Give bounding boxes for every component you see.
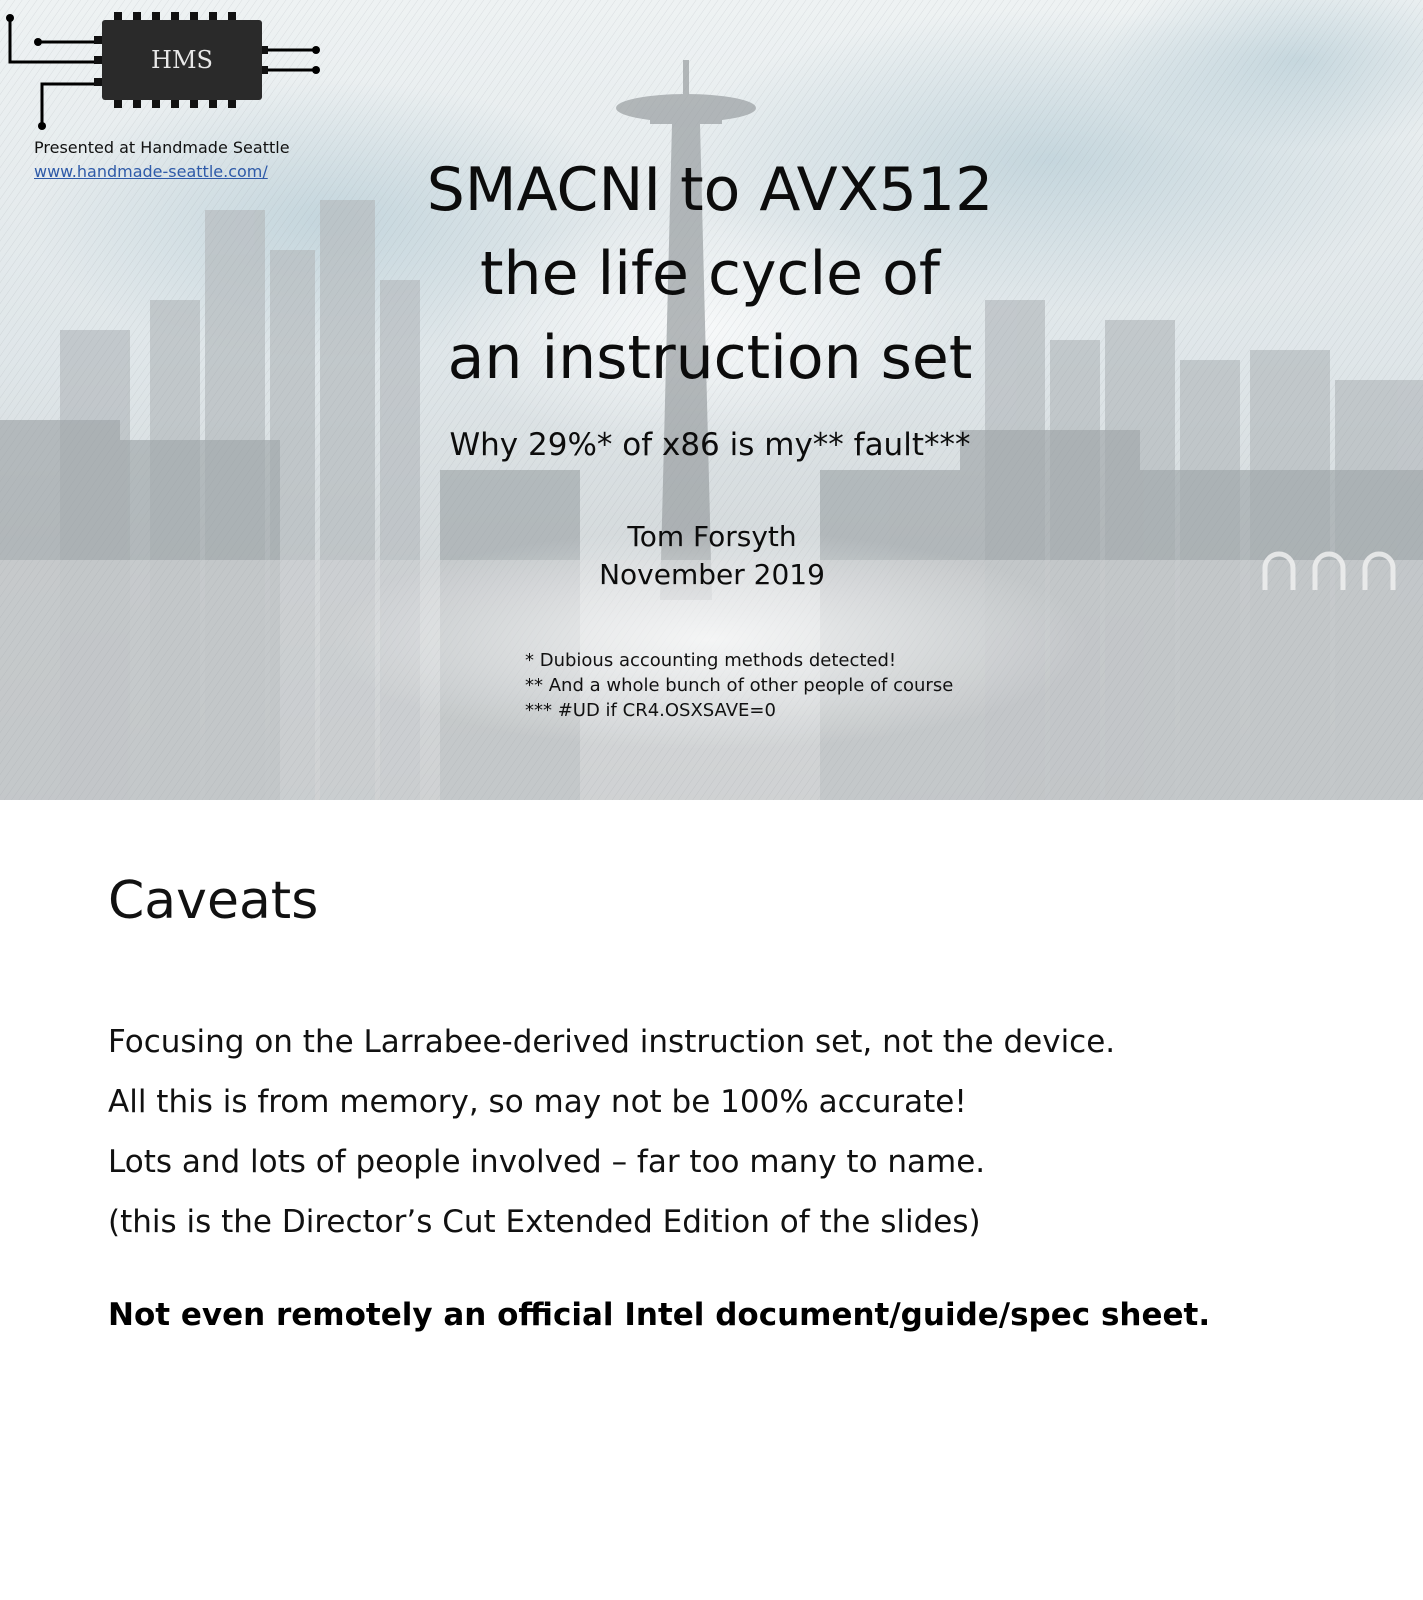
caveat-item: (this is the Director’s Cut Extended Edition of the slides) [108,1204,981,1240]
title-line: the life cycle of [480,239,940,309]
author-name: Tom Forsyth [627,520,797,553]
footnotes [525,648,953,723]
title-line: an instruction set [447,323,973,393]
logo-text: HMS [151,46,213,74]
slide-title [300,148,1120,400]
presentation-date: November 2019 [599,558,825,591]
caveat-item: All this is from memory, so may not be 100% accurate! [108,1084,967,1120]
caveats-list [108,1012,1115,1252]
slide-subtitle: Why 29%* of x86 is my** fault*** [449,427,971,463]
handmade-seattle-link[interactable]: www.handmade-seattle.com/ [34,162,268,181]
footnote: *** #UD if CR4.OSXSAVE=0 [525,700,776,721]
presented-at-text: Presented at Handmade Seattle [34,138,290,157]
caveat-item: Lots and lots of people involved – far too many to name. [108,1144,986,1180]
footnote: * Dubious accounting methods detected! [525,650,897,671]
caveat-item: Focusing on the Larrabee-derived instruction set, not the device. [108,1024,1116,1060]
hms-chip-logo [0,0,330,130]
title-line: SMACNI to AVX512 [426,155,994,225]
footnote: ** And a whole bunch of other people of course [525,675,954,696]
disclaimer-text: Not even remotely an official Intel document/guide/spec sheet. [108,1297,1211,1333]
caveats-title: Caveats [108,871,319,931]
caveats-slide [0,800,1423,1600]
